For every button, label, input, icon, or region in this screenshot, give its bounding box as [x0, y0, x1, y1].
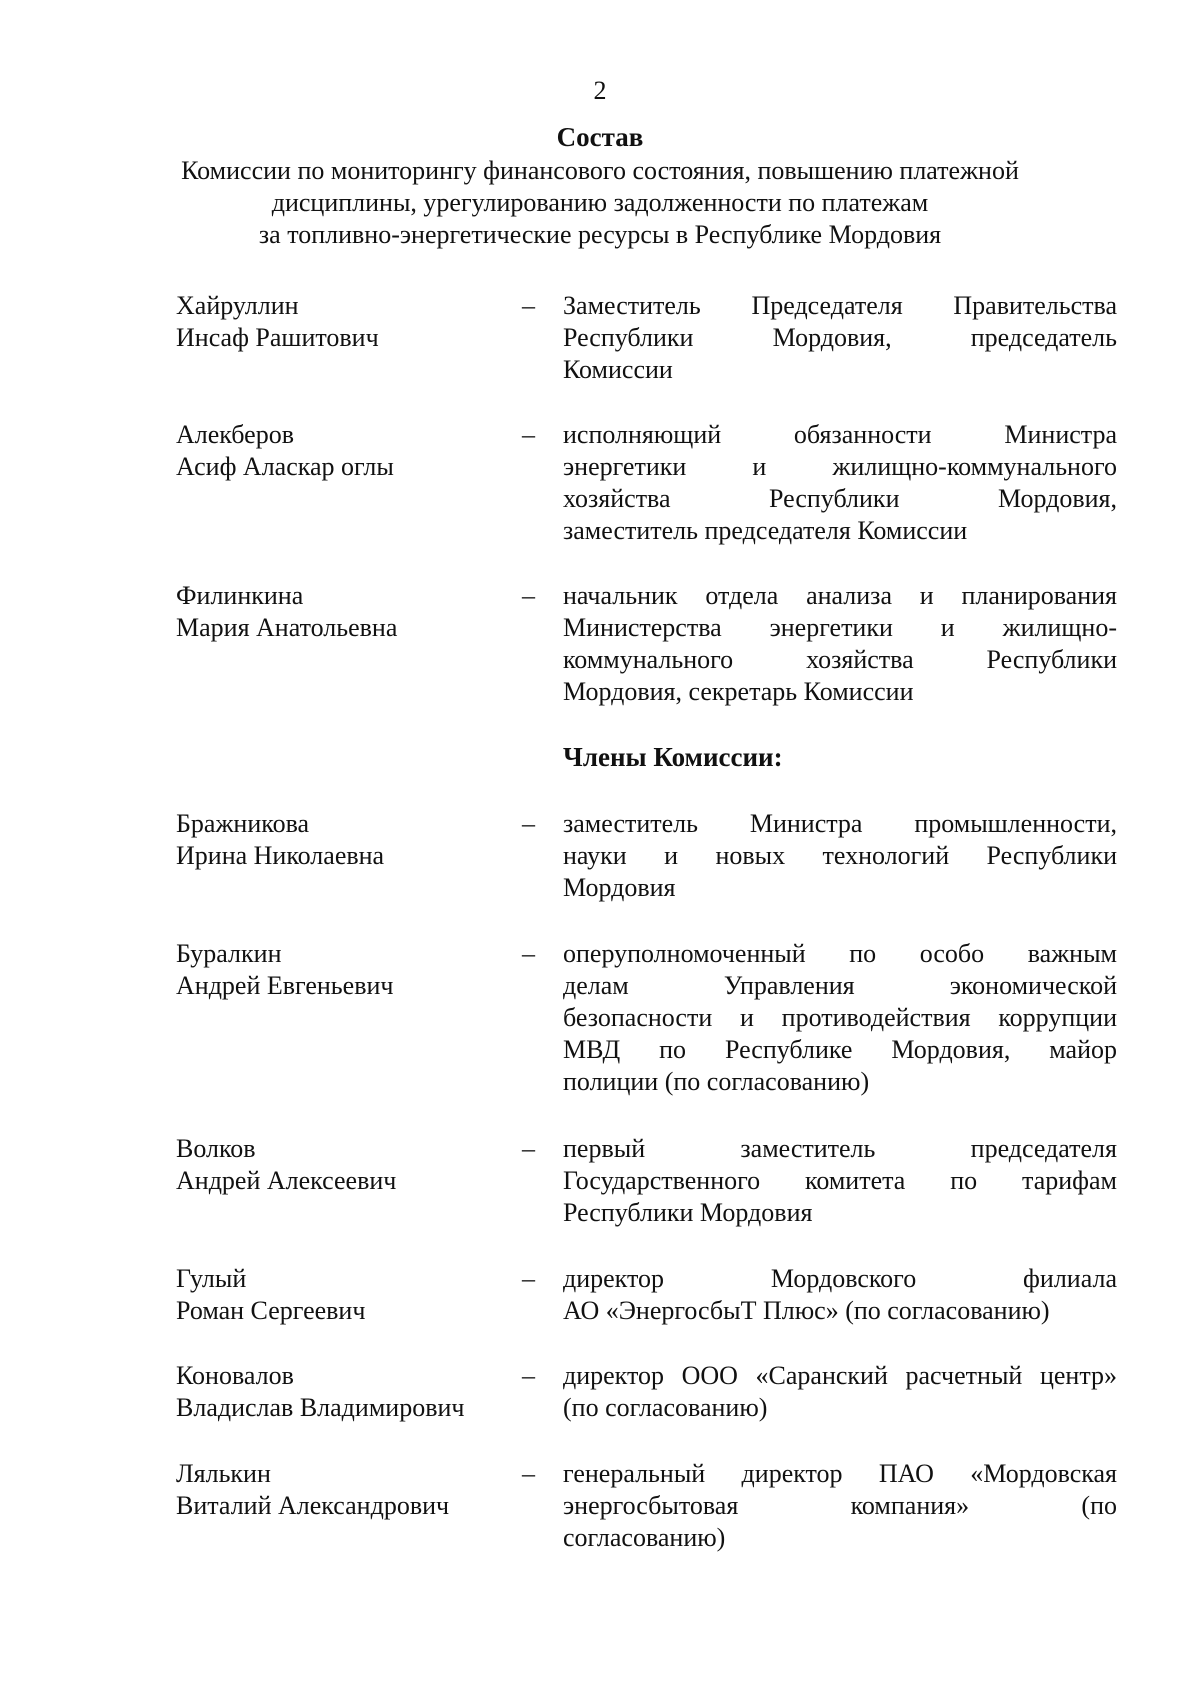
role-line: заместитель Министра промышленности,: [563, 809, 1117, 838]
member-surname: Хайруллин: [176, 291, 299, 320]
role-line: Мордовия, секретарь Комиссии: [563, 677, 914, 706]
role-line: заместитель председателя Комиссии: [563, 516, 968, 545]
role-line: (по согласованию): [563, 1393, 768, 1422]
role-line: Государственного комитета по тарифам: [563, 1166, 1117, 1195]
member-name: [176, 808, 506, 872]
member-surname: Гулый: [176, 1264, 247, 1293]
role-line: науки и новых технологий Республики: [563, 841, 1117, 870]
role-line: начальник отдела анализа и планирования: [563, 581, 1117, 610]
role-line: АО «ЭнергосбыТ Плюс» (по согласованию): [563, 1296, 1050, 1325]
role-line: согласованию): [563, 1523, 726, 1552]
role-line: генеральный директор ПАО «Мордовская: [563, 1459, 1117, 1488]
role-line: Мордовия: [563, 873, 676, 902]
member-role: [563, 419, 1117, 547]
member-given-names: Асиф Аласкар оглы: [176, 452, 394, 481]
member-name: [176, 580, 506, 644]
page-number: 2: [593, 76, 607, 105]
role-line: полиции (по согласованию): [563, 1067, 870, 1096]
member-given-names: Мария Анатольевна: [176, 613, 398, 642]
role-line: директор Мордовского филиала: [563, 1264, 1117, 1293]
member-surname: Буралкин: [176, 939, 282, 968]
member-role: [563, 1458, 1117, 1554]
member-given-names: Владислав Владимирович: [176, 1393, 465, 1422]
role-line: энергосбытовая компания» (по: [563, 1491, 1117, 1520]
role-line: коммунального хозяйства Республики: [563, 645, 1117, 674]
member-name: [176, 290, 506, 354]
member-role: [563, 808, 1117, 904]
member-surname: Филинкина: [176, 581, 304, 610]
member-given-names: Виталий Александрович: [176, 1491, 450, 1520]
role-line: исполняющий обязанности Министра: [563, 420, 1117, 449]
member-role: [563, 580, 1117, 708]
role-line: Республики Мордовия, председатель: [563, 323, 1117, 352]
member-name: [176, 1360, 506, 1424]
dash-separator: –: [522, 1264, 535, 1293]
dash-separator: –: [522, 939, 535, 968]
member-surname: Бражникова: [176, 809, 310, 838]
member-role: [563, 938, 1117, 1098]
role-line: директор ООО «Саранский расчетный центр»: [563, 1361, 1117, 1390]
member-name: [176, 1133, 506, 1197]
member-surname: Коновалов: [176, 1361, 294, 1390]
member-name: [176, 938, 506, 1002]
subtitle-line: за топливно-энергетические ресурсы в Республике Мордовия: [258, 220, 942, 249]
member-surname: Алекберов: [176, 420, 294, 449]
dash-separator: –: [522, 581, 535, 610]
dash-separator: –: [522, 1134, 535, 1163]
role-line: Заместитель Председателя Правительства: [563, 291, 1117, 320]
member-role: [563, 1263, 1117, 1327]
dash-separator: –: [522, 809, 535, 838]
member-name: [176, 1458, 506, 1522]
member-name: [176, 1263, 506, 1327]
member-given-names: Роман Сергеевич: [176, 1296, 366, 1325]
member-name: [176, 419, 506, 483]
member-role: [563, 290, 1117, 386]
role-line: Республики Мордовия: [563, 1198, 813, 1227]
role-line: оперуполномоченный по особо важным: [563, 939, 1117, 968]
role-line: Комиссии: [563, 355, 673, 384]
member-given-names: Андрей Евгеньевич: [176, 971, 394, 1000]
dash-separator: –: [522, 1459, 535, 1488]
member-surname: Волков: [176, 1134, 256, 1163]
dash-separator: –: [522, 291, 535, 320]
subtitle-line: Комиссии по мониторингу финансового состояния, повышению платежной: [181, 156, 1019, 185]
member-given-names: Андрей Алексеевич: [176, 1166, 397, 1195]
member-given-names: Ирина Николаевна: [176, 841, 385, 870]
members-heading: Члены Комиссии:: [563, 742, 783, 772]
document-subtitle: [150, 155, 1050, 251]
role-line: хозяйства Республики Мордовия,: [563, 484, 1117, 513]
role-line: МВД по Республике Мордовия, майор: [563, 1035, 1117, 1064]
dash-separator: –: [522, 420, 535, 449]
role-line: делам Управления экономической: [563, 971, 1117, 1000]
member-role: [563, 1360, 1117, 1424]
dash-separator: –: [522, 1361, 535, 1390]
role-line: энергетики и жилищно-коммунального: [563, 452, 1117, 481]
subtitle-line: дисциплины, урегулированию задолженности по платежам: [271, 188, 929, 217]
member-role: [563, 1133, 1117, 1229]
role-line: Министерства энергетики и жилищно-: [563, 613, 1117, 642]
document-title: Состав: [556, 122, 644, 152]
member-given-names: Инсаф Рашитович: [176, 323, 379, 352]
role-line: первый заместитель председателя: [563, 1134, 1117, 1163]
role-line: безопасности и противодействия коррупции: [563, 1003, 1117, 1032]
member-surname: Лялькин: [176, 1459, 271, 1488]
